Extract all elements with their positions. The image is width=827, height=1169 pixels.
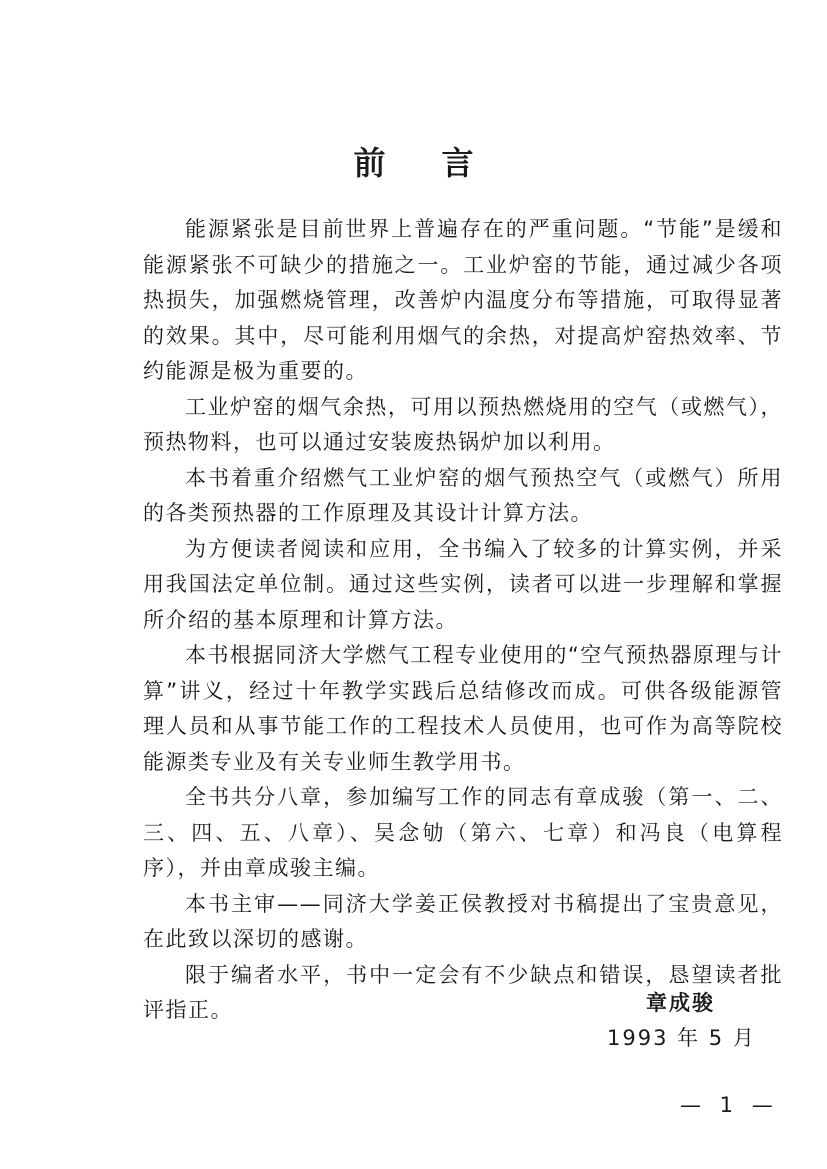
title-char-1: 前 [353, 144, 386, 182]
paragraph-7: 本书主审——同济大学姜正侯教授对书稿提出了宝贵意见，在此致以深切的感谢。 [143, 891, 783, 951]
page-number: — 1 — [680, 1093, 779, 1117]
page-title [0, 138, 827, 184]
author-signature: 章成骏 [646, 991, 715, 1015]
title-char-2: 言 [441, 144, 474, 182]
paragraph-6: 全书共分八章，参加编写工作的同志有章成骏（第一、二、三、四、五、八章）、吴念劬（第六、七章）和冯良（电算程序），并由章成骏主编。 [143, 785, 783, 880]
paragraph-8: 限于编者水平，书中一定会有不少缺点和错误，恳望读者批评指正。 [143, 962, 783, 1022]
paragraph-2: 工业炉窑的烟气余热，可用以预热燃烧用的空气（或燃气），预热物料，也可以通过安装废热锅炉加以利用。 [143, 394, 783, 454]
paragraph-5: 本书根据同济大学燃气工程专业使用的“空气预热器原理与计算”讲义，经过十年教学实践后总结修改而成。可供各级能源管理人员和从事节能工作的工程技术人员使用，也可作为高等院校能源类专业及有关专业师生教学用书。 [143, 643, 783, 774]
preface-body [143, 212, 783, 1029]
paragraph-1: 能源紧张是目前世界上普遍存在的严重问题。“节能”是缓和能源紧张不可缺少的措施之一。工业炉窑的节能，通过减少各项热损失，加强燃烧管理，改善炉内温度分布等措施，可取得显著的效果。其中，尽可能利用烟气的余热，对提高炉窑热效率、节约能源是极为重要的。 [143, 217, 783, 383]
paragraph-3: 本书着重介绍燃气工业炉窑的烟气预热空气（或燃气）所用的各类预热器的工作原理及其设计计算方法。 [143, 465, 783, 525]
paragraph-4: 为方便读者阅读和应用，全书编入了较多的计算实例，并采用我国法定单位制。通过这些实例，读者可以进一步理解和掌握所介绍的基本原理和计算方法。 [143, 536, 783, 632]
preface-date: 1993 年 5 月 [607, 1026, 756, 1050]
